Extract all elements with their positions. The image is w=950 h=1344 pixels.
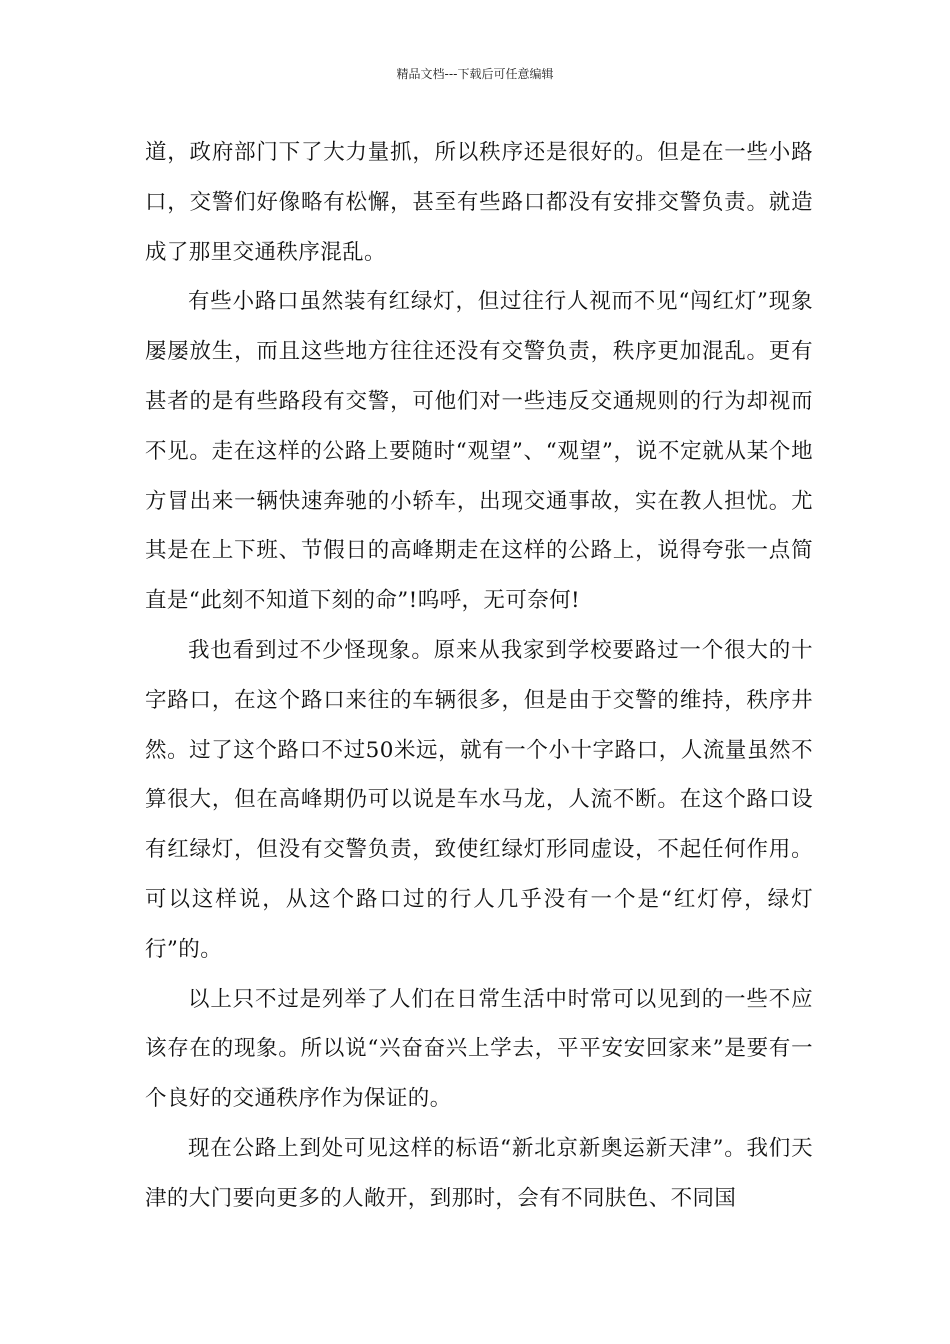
paragraph-5: 现在公路上到处可见这样的标语“新北京新奥运新天津”。我们天津的大门要向更多的人敞开，到那时，会有不同肤色、不同国 — [145, 1135, 813, 1211]
paragraph-3: 我也看到过不少怪现象。原来从我家到学校要路过一个很大的十字路口，在这个路口来往的车辆很多，但是由于交警的维持，秩序井然。过了这个路口不过50米远，就有一个小十字路口，人流量虽然不算很大，但在高峰期仍可以说是车水马龙，人流不断。在这个路口设有红绿灯，但没有交警负责，致使红绿灯形同虚设，不起任何作用。可以这样说，从这个路口过的行人几乎没有一个是“红灯停，绿灯行”的。 — [145, 637, 813, 962]
paragraph-2: 有些小路口虽然装有红绿灯，但过往行人视而不见“闯红灯”现象屡屡放生，而且这些地方往往还没有交警负责，秩序更加混乱。更有甚者的是有些路段有交警，可他们对一些违反交通规则的行为却视而不见。走在这样的公路上要随时“观望”、“观望”，说不定就从某个地方冒出来一辆快速奔驰的小轿车，出现交通事故，实在教人担忧。尤其是在上下班、节假日的高峰期走在这样的公路上，说得夸张一点简直是“此刻不知道下刻的命”!呜呼，无可奈何! — [145, 289, 813, 614]
paragraph-1: 道，政府部门下了大力量抓，所以秩序还是很好的。但是在一些小路口，交警们好像略有松懈，甚至有些路口都没有安排交警负责。就造成了那里交通秩序混乱。 — [145, 140, 813, 265]
paragraph-4: 以上只不过是列举了人们在日常生活中时常可以见到的一些不应该存在的现象。所以说“兴奋奋兴上学去，平平安安回家来”是要有一个良好的交通秩序作为保证的。 — [145, 986, 813, 1112]
page-header: 精品文档---下载后可任意编辑 — [396, 67, 554, 81]
document-body — [145, 128, 813, 1224]
